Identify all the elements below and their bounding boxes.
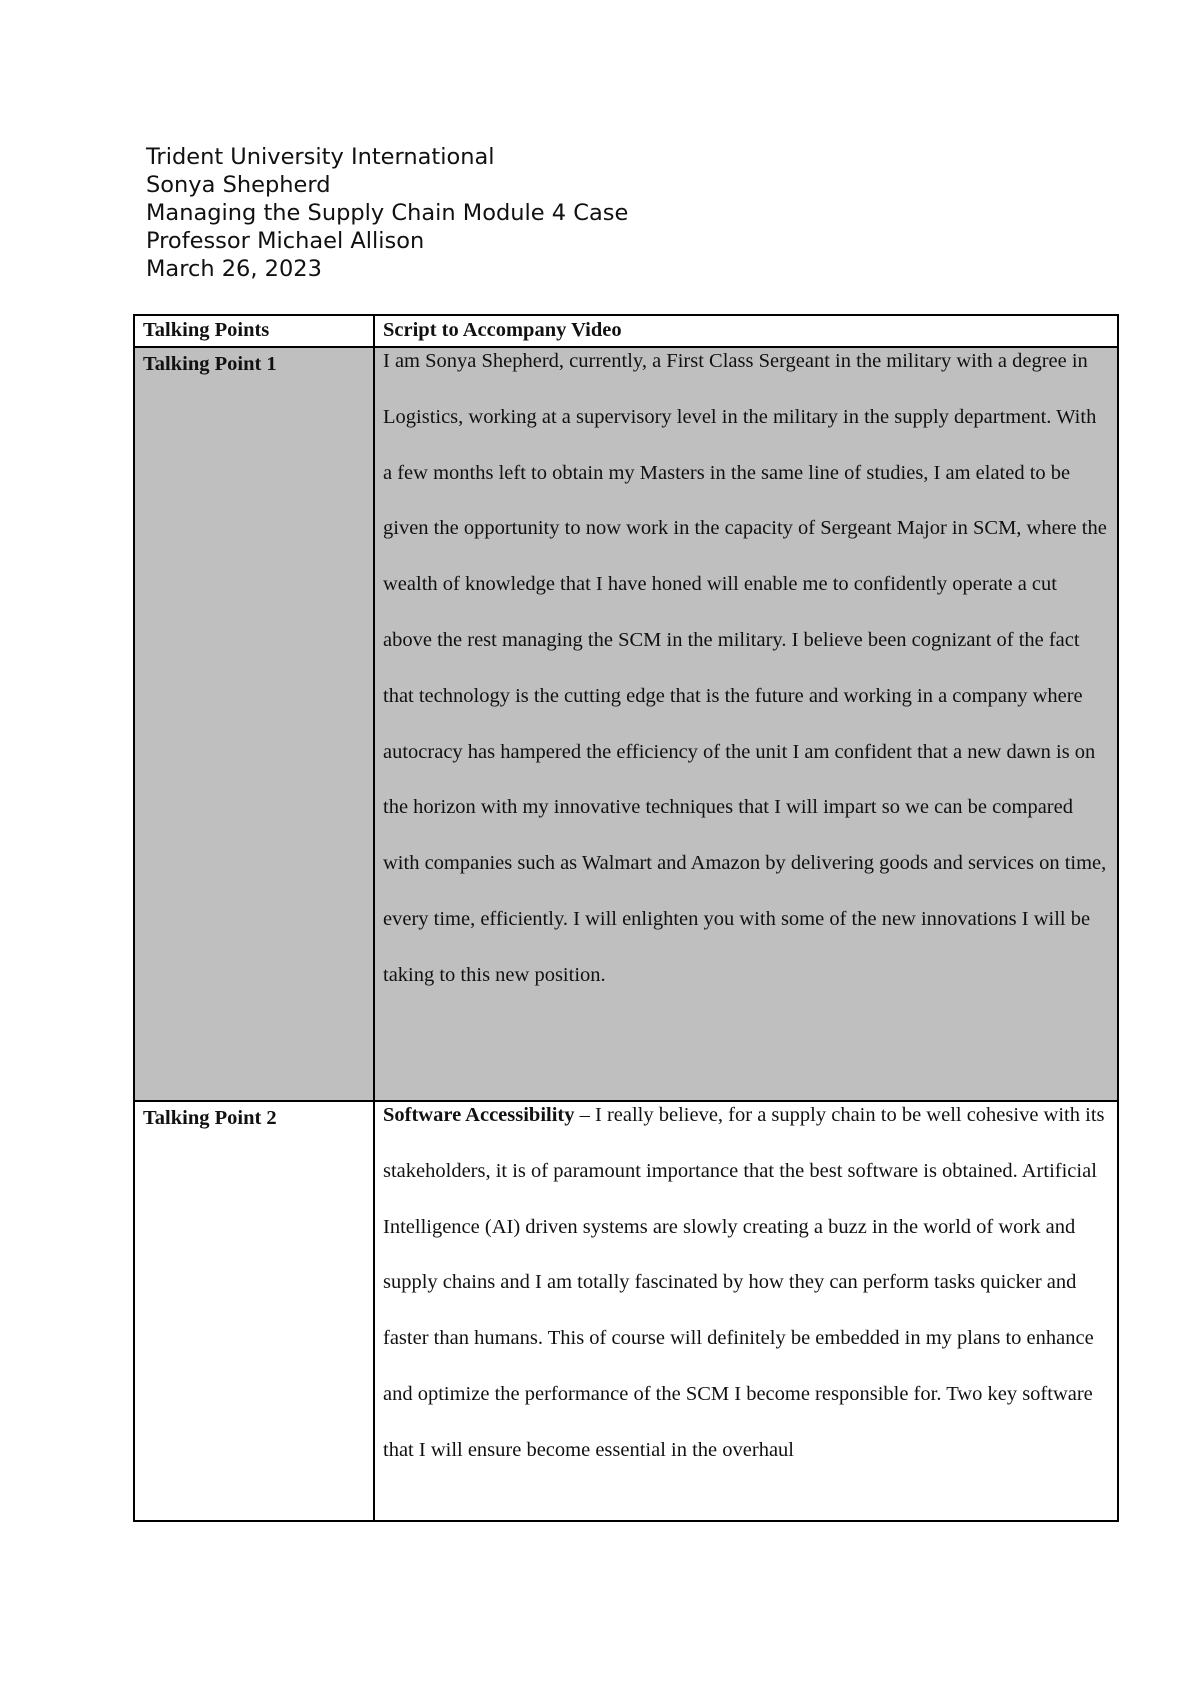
- course-title: Managing the Supply Chain Module 4 Case: [146, 200, 629, 226]
- talking-point-label: Talking Point 1: [134, 347, 374, 1101]
- document-header: [146, 143, 628, 283]
- column-header-script: Script to Accompany Video: [374, 315, 1118, 347]
- institution-name: Trident University International: [146, 144, 495, 170]
- talking-points-table: [133, 314, 1119, 1522]
- script-lead-heading: Software Accessibility: [383, 1104, 575, 1126]
- script-text: I am Sonya Shepherd, currently, a First Class Sergeant in the military with a degree in Logistics, working at a supervisory level in the military in the supply department. With a few months left to obtain my Masters in the same line of studies, I am elated to be given the opportunity to now work in the capacity of Sergeant Major in SCM, where the wealth of knowledge that I have honed will enable me to confidently operate a cut above the rest managing the SCM in the military. I believe been cognizant of the fact that technology is the cutting edge that is the future and working in a company where autocracy has hampered the efficiency of the unit I am confident that a new dawn is on the horizon with my innovative techniques that I will impart so we can be compared with companies such as Walmart and Amazon by delivering goods and services on time, every time, efficiently. I will enlighten you with some of the new innovations I will be taking to this new position.: [383, 350, 1107, 986]
- script-cell: [374, 1101, 1118, 1521]
- student-name: Sonya Shepherd: [146, 172, 331, 198]
- script-text-wrapper: [383, 1101, 1109, 1506]
- table-row: [134, 347, 1118, 1101]
- script-text: – I really believe, for a supply chain to be well cohesive with its stakeholders, it is of paramount importance that the best software is obtained. Artificial Intelligence (AI) driven systems are slowly creating a buzz in the world of work and supply chains and I am totally fascinated by how they can perform tasks quicker and faster than humans. This of course will definitely be embedded in my plans to enhance and optimize the performance of the SCM I become responsible for. Two key software that I will ensure become essential in the overhaul: [383, 1104, 1105, 1461]
- column-header-talking-points: Talking Points: [134, 315, 374, 347]
- table-row: [134, 1101, 1118, 1521]
- talking-point-label: Talking Point 2: [134, 1101, 374, 1521]
- professor-name: Professor Michael Allison: [146, 228, 425, 254]
- document-date: March 26, 2023: [146, 256, 322, 282]
- table-header-row: [134, 315, 1118, 347]
- script-cell: [374, 347, 1118, 1101]
